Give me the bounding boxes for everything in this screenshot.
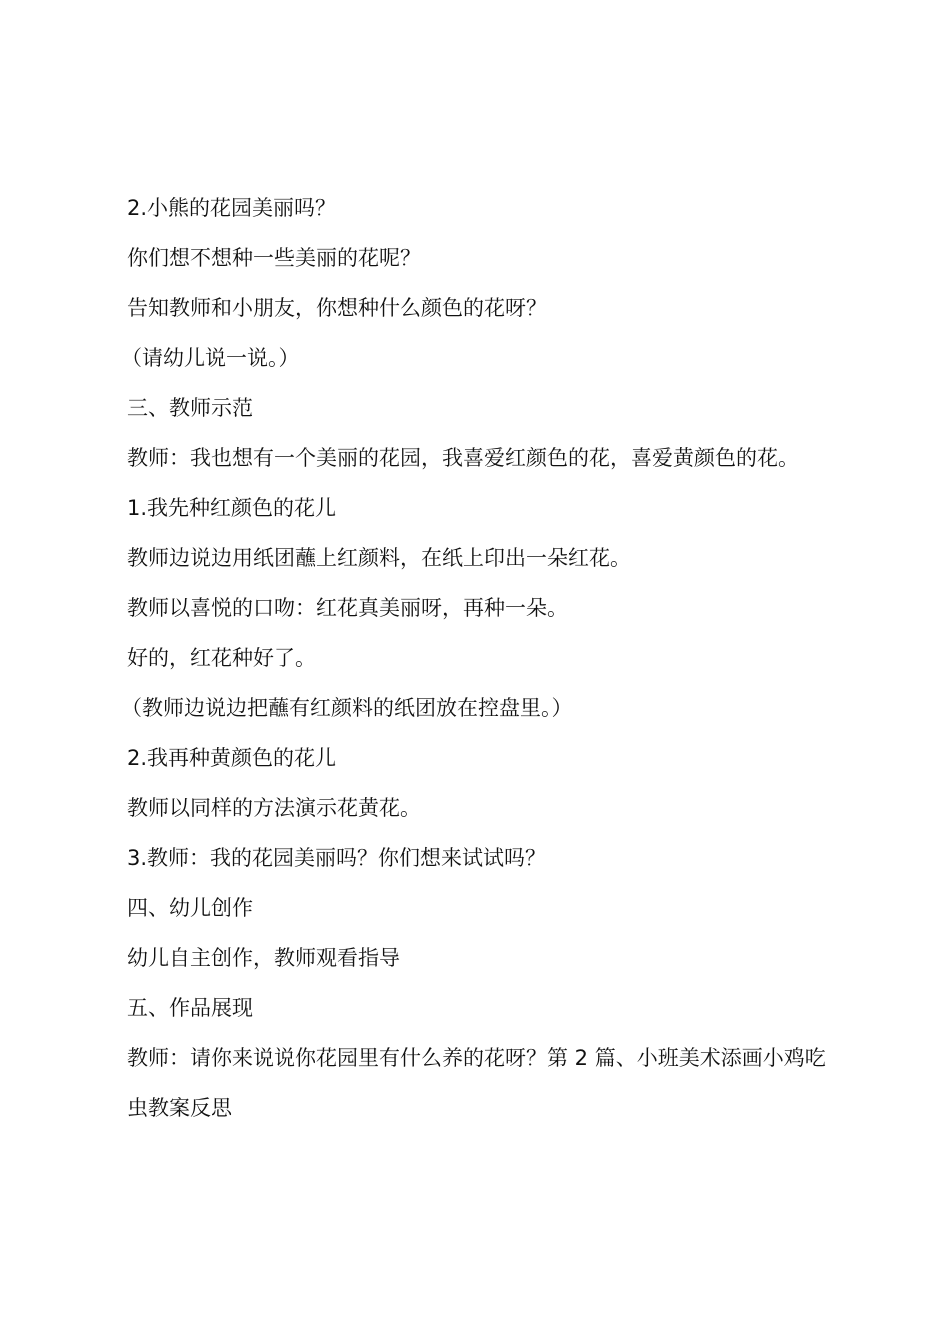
text-line: 好的，红花种好了。: [127, 646, 316, 670]
text-paragraph: 教师：请你来说说你花园里有什么养的花呀？第 2 篇、小班美术添画小鸡吃虫教案反思: [127, 1046, 826, 1120]
text-line: 幼儿自主创作，教师观看指导: [127, 946, 400, 970]
text-line: 1.我先种红颜色的花儿: [127, 496, 337, 520]
text-line: （教师边说边把蘸有红颜料的纸团放在控盘里。）: [121, 696, 573, 720]
text-paragraph: 教师：我也想有一个美丽的花园，我喜爱红颜色的花，喜爱黄颜色的花。: [127, 446, 799, 470]
text-line: 你们想不想种一些美丽的花呢？: [127, 246, 421, 270]
text-line: 教师以同样的方法演示花黄花。: [127, 796, 421, 820]
text-line: 教师边说边用纸团蘸上红颜料，在纸上印出一朵红花。: [127, 546, 631, 570]
section-heading: 三、教师示范: [127, 396, 253, 420]
text-line: 教师以喜悦的口吻：红花真美丽呀，再种一朵。: [127, 596, 568, 620]
text-line: （请幼儿说一说。）: [121, 346, 300, 370]
text-line: 2.我再种黄颜色的花儿: [127, 746, 337, 770]
text-line: 告知教师和小朋友，你想种什么颜色的花呀？: [127, 296, 547, 320]
text-line: 2.小熊的花园美丽吗？: [127, 196, 337, 220]
section-heading: 四、幼儿创作: [127, 896, 253, 920]
document-body: [121, 183, 833, 1133]
text-line: 3.教师：我的花园美丽吗？你们想来试试吗？: [127, 846, 547, 870]
section-heading: 五、作品展现: [127, 996, 253, 1020]
